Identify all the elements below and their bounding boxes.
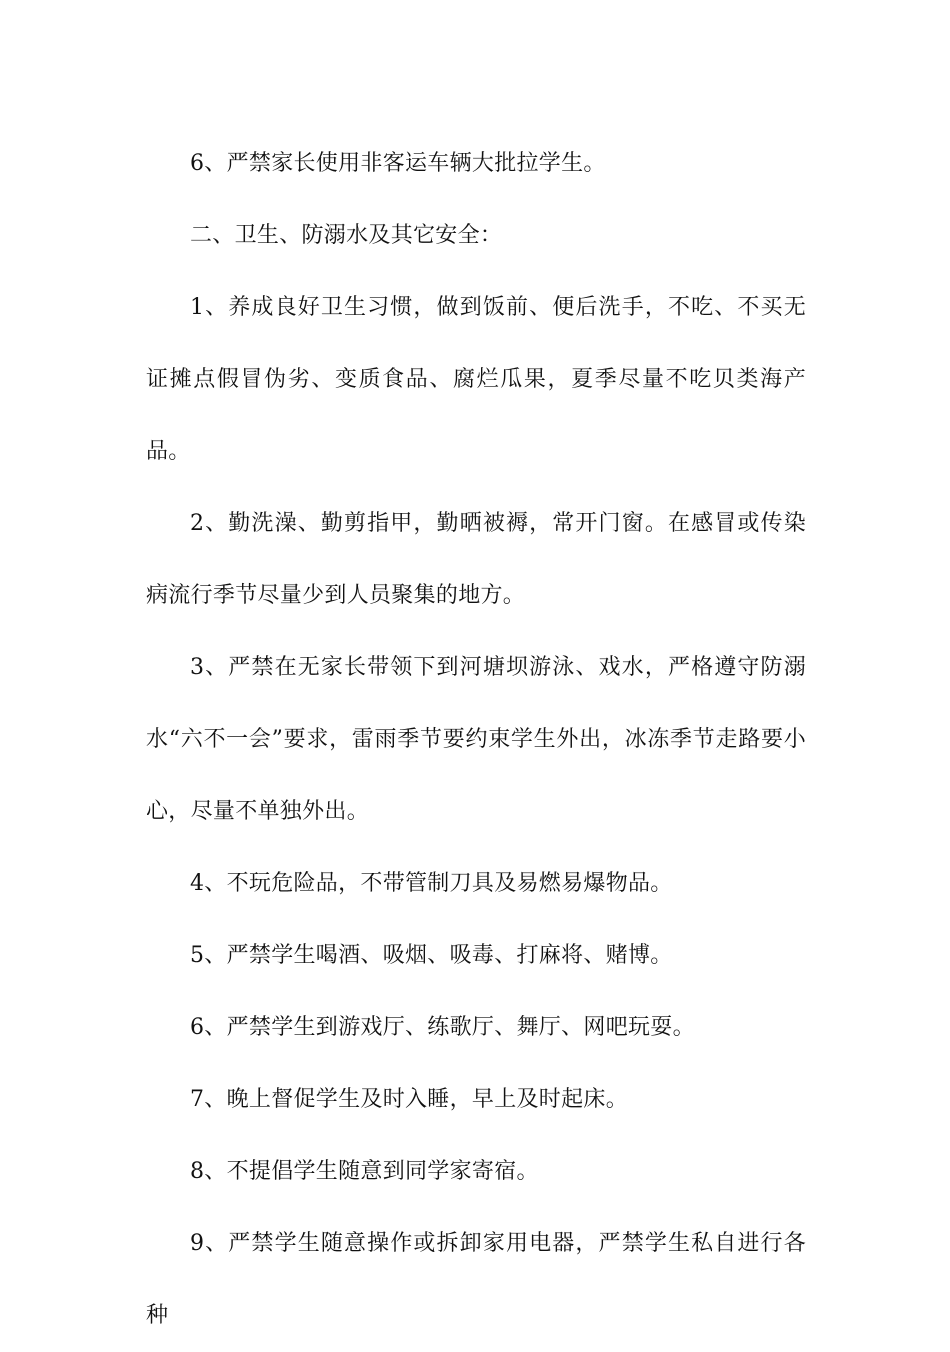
- paragraph-item-9-appliances: 9、严禁学生随意操作或拆卸家用电器，严禁学生私自进行各种: [146, 1231, 806, 1328]
- document-body: [146, 128, 806, 1352]
- section-heading-hygiene-safety: 二、卫生、防溺水及其它安全：: [190, 223, 503, 248]
- paragraph-item-6-vehicles: 6、严禁家长使用非客运车辆大批拉学生。: [190, 151, 606, 176]
- paragraph-item-5-prohibited-habits: 5、严禁学生喝酒、吸烟、吸毒、打麻将、赌博。: [190, 943, 673, 968]
- paragraph-item-6-venues: 6、严禁学生到游戏厅、练歌厅、舞厅、网吧玩耍。: [190, 1015, 695, 1040]
- paragraph-item-1-hygiene: 1、养成良好卫生习惯，做到饭前、便后洗手，不吃、不买无证摊点假冒伪劣、变质食品、腐烂瓜果，夏季尽量不吃贝类海产品。: [146, 295, 806, 464]
- paragraph-item-4-dangerous-goods: 4、不玩危险品，不带管制刀具及易燃易爆物品。: [190, 871, 673, 896]
- paragraph-item-8-lodging: 8、不提倡学生随意到同学家寄宿。: [190, 1159, 539, 1184]
- paragraph-item-7-sleep: 7、晚上督促学生及时入睡，早上及时起床。: [190, 1087, 628, 1112]
- paragraph-item-2-cleanliness: 2、勤洗澡、勤剪指甲，勤晒被褥，常开门窗。在感冒或传染病流行季节尽量少到人员聚集的地方。: [146, 511, 806, 608]
- paragraph-item-3-drowning: 3、严禁在无家长带领下到河塘坝游泳、戏水，严格遵守防溺水“六不一会”要求，雷雨季节要约束学生外出，冰冻季节走路要小心，尽量不单独外出。: [146, 655, 806, 824]
